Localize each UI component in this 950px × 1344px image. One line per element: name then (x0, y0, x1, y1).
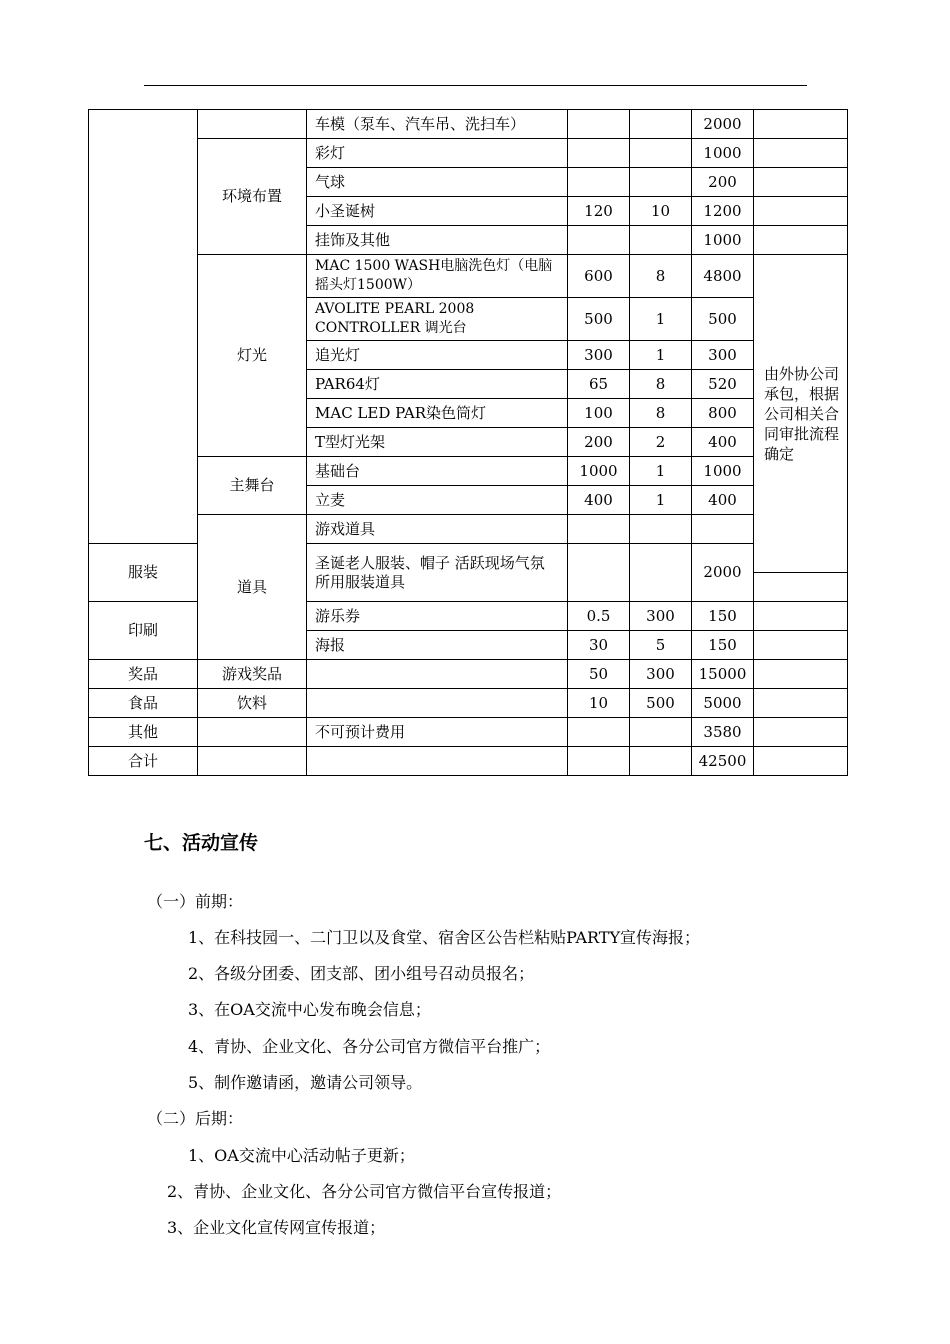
post-item: 2、青协、企业文化、各分公司官方微信平台宣传报道； (167, 1182, 562, 1201)
total-cell: 150 (692, 631, 754, 660)
qty-cell: 8 (630, 255, 692, 298)
price-cell: 1000 (568, 457, 630, 486)
price-cell: 65 (568, 370, 630, 399)
total-cell: 150 (692, 602, 754, 631)
total-cell: 4800 (692, 255, 754, 298)
subcategory-stage: 主舞台 (198, 457, 307, 515)
total-cell: 1000 (692, 139, 754, 168)
qty-cell: 10 (630, 197, 692, 226)
subcategory-food: 饮料 (198, 689, 307, 718)
total-cell: 300 (692, 341, 754, 370)
pre-item: 1、在科技园一、二门卫以及食堂、宿舍区公告栏粘贴PARTY宣传海报； (188, 928, 701, 947)
total-cell: 5000 (692, 689, 754, 718)
item-cell: MAC 1500 WASH电脑洗色灯（电脑摇头灯1500W） (307, 255, 568, 298)
pre-heading: （一）前期： (147, 892, 244, 911)
item-cell: 车模（泵车、汽车吊、洗扫车） (307, 110, 568, 139)
item-cell: 圣诞老人服装、帽子 活跃现场气氛所用服装道具 (307, 544, 568, 602)
item-cell: 小圣诞树 (307, 197, 568, 226)
header-rule (144, 85, 807, 86)
qty-cell: 1 (630, 486, 692, 515)
qty-cell: 1 (630, 298, 692, 341)
qty-cell: 5 (630, 631, 692, 660)
price-cell: 400 (568, 486, 630, 515)
total-cell: 1000 (692, 457, 754, 486)
subcategory-costume: 服装 (89, 544, 198, 602)
item-cell: 气球 (307, 168, 568, 197)
outsourcing-note: 由外协公司承包，根据公司相关合同审批流程确定 (754, 255, 848, 573)
budget-table (88, 109, 848, 776)
table-row (89, 110, 848, 139)
total-cell: 400 (692, 428, 754, 457)
table-row (89, 660, 848, 689)
section-title: 七、活动宣传 (144, 832, 259, 854)
qty-cell: 1 (630, 341, 692, 370)
qty-cell: 8 (630, 370, 692, 399)
item-cell: PAR64灯 (307, 370, 568, 399)
category-other: 其他 (89, 718, 198, 747)
qty-cell: 8 (630, 399, 692, 428)
total-cell: 500 (692, 298, 754, 341)
price-cell: 120 (568, 197, 630, 226)
post-heading: （二）后期： (147, 1109, 244, 1128)
pre-item: 3、在OA交流中心发布晚会信息； (188, 1000, 431, 1019)
table-row (89, 457, 848, 486)
total-cell: 15000 (692, 660, 754, 689)
price-cell: 30 (568, 631, 630, 660)
total-cell: 800 (692, 399, 754, 428)
post-item: 1、OA交流中心活动帖子更新； (188, 1146, 415, 1165)
total-cell: 2000 (692, 110, 754, 139)
item-cell: 游乐券 (307, 602, 568, 631)
empty-category-cell (89, 110, 198, 544)
item-cell: 不可预计费用 (307, 718, 568, 747)
qty-cell: 2 (630, 428, 692, 457)
subcategory-print: 印刷 (89, 602, 198, 660)
price-cell: 50 (568, 660, 630, 689)
grand-total-cell: 42500 (692, 747, 754, 776)
category-props: 道具 (198, 515, 307, 660)
qty-cell: 1 (630, 457, 692, 486)
table-row (89, 718, 848, 747)
total-cell: 520 (692, 370, 754, 399)
qty-cell: 300 (630, 660, 692, 689)
price-cell: 100 (568, 399, 630, 428)
item-cell: T型灯光架 (307, 428, 568, 457)
pre-item: 2、各级分团委、团支部、团小组号召动员报名； (188, 964, 535, 983)
total-cell: 1200 (692, 197, 754, 226)
subcategory-env: 环境布置 (198, 139, 307, 255)
table-row (89, 747, 848, 776)
category-sum: 合计 (89, 747, 198, 776)
qty-cell: 300 (630, 602, 692, 631)
total-cell: 1000 (692, 226, 754, 255)
item-cell: 立麦 (307, 486, 568, 515)
subcategory-lighting: 灯光 (198, 255, 307, 457)
total-cell: 2000 (692, 544, 754, 602)
item-cell: 海报 (307, 631, 568, 660)
pre-item: 5、制作邀请函，邀请公司领导。 (188, 1073, 423, 1092)
subcategory-prize: 游戏奖品 (198, 660, 307, 689)
subcategory-game-props: 游戏道具 (307, 515, 568, 544)
table-row (89, 515, 848, 544)
price-cell: 500 (568, 298, 630, 341)
total-cell: 3580 (692, 718, 754, 747)
total-cell: 200 (692, 168, 754, 197)
price-cell: 600 (568, 255, 630, 298)
category-food: 食品 (89, 689, 198, 718)
price-cell: 200 (568, 428, 630, 457)
item-cell: 追光灯 (307, 341, 568, 370)
total-cell: 400 (692, 486, 754, 515)
category-prize: 奖品 (89, 660, 198, 689)
price-cell: 10 (568, 689, 630, 718)
price-cell: 0.5 (568, 602, 630, 631)
table-row (89, 255, 848, 298)
item-cell: 基础台 (307, 457, 568, 486)
table-row (89, 139, 848, 168)
item-cell: 挂饰及其他 (307, 226, 568, 255)
empty-subcategory-cell (198, 110, 307, 139)
qty-cell: 500 (630, 689, 692, 718)
price-cell: 300 (568, 341, 630, 370)
table-row (89, 689, 848, 718)
item-cell: AVOLITE PEARL 2008 CONTROLLER 调光台 (307, 298, 568, 341)
post-item: 3、企业文化宣传网宣传报道； (167, 1218, 386, 1237)
item-cell: MAC LED PAR染色筒灯 (307, 399, 568, 428)
pre-item: 4、青协、企业文化、各分公司官方微信平台推广； (188, 1037, 551, 1056)
item-cell: 彩灯 (307, 139, 568, 168)
